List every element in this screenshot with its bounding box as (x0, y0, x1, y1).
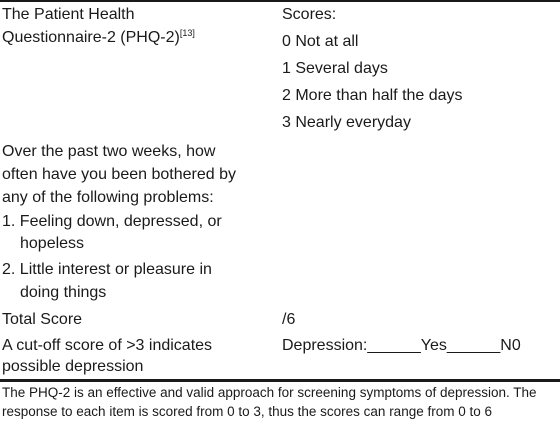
title-line-1: The Patient Health (2, 6, 135, 23)
total-score-label: Total Score (2, 311, 83, 328)
item-1-line-2: hopeless (20, 235, 85, 252)
cutoff-line-1: A cut-off score of >3 indicates (2, 337, 213, 354)
item-1-line-1: 1. Feeling down, depressed, or (2, 213, 222, 230)
table-divider (0, 379, 560, 382)
question-line: Over the past two weeks, how (2, 143, 216, 160)
table-footnote: The PHQ-2 is an effective and valid approach for screening symptoms of depression. The response to each item is scored from 0 to 3, thus the scores can range from 0 to 6 (2, 385, 537, 419)
scores-header: Scores: (282, 6, 337, 23)
question-line: any of the following problems: (2, 189, 214, 206)
item-2-line-2: doing things (20, 284, 107, 301)
cutoff-line-2: possible depression (2, 358, 144, 375)
top-rule (0, 0, 560, 2)
score-option: 2 More than half the days (282, 87, 463, 104)
score-option: 3 Nearly everyday (282, 114, 411, 131)
title-text: Questionnaire-2 (PHQ-2) (2, 29, 180, 46)
title-line-2 (2, 26, 195, 51)
item-2-line-1: 2. Little interest or pleasure in (2, 261, 212, 278)
depression-result: Depression:______Yes______N0 (282, 337, 521, 354)
score-option: 0 Not at all (282, 33, 359, 50)
score-option: 1 Several days (282, 60, 388, 77)
title-reference: [13] (179, 28, 195, 38)
question-line: often have you been bothered by (2, 166, 236, 183)
total-score-value: /6 (282, 311, 296, 328)
